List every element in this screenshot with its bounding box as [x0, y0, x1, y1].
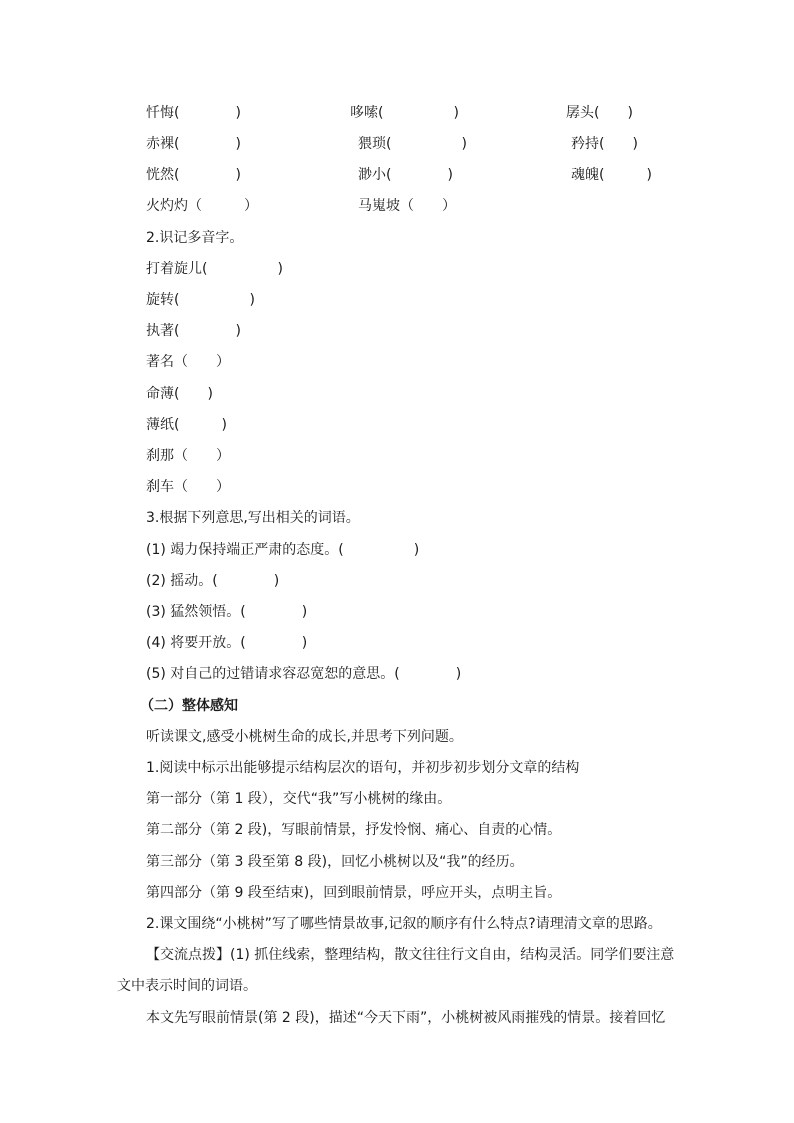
polyphone-item: 执著( )	[146, 323, 241, 339]
structure-part: 第四部分（第 9 段至结束)，回到眼前情景，呼应开头，点明主旨。	[146, 885, 562, 901]
question-1: 1.阅读中标示出能够提示结构层次的语句，并初步初步划分文章的结构	[146, 760, 580, 776]
vocab-item: 猥琐( )	[358, 136, 467, 152]
vocab-item: 渺小( )	[358, 167, 453, 183]
meaning-item: (1) 竭力保持端正严肃的态度。( )	[146, 542, 420, 558]
meaning-item: (5) 对自己的过错请求容忍宽恕的意思。( )	[146, 666, 462, 682]
meaning-item: (4) 将要开放。( )	[146, 635, 308, 651]
body-paragraph: 本文先写眼前情景(第 2 段)，描述“今天下雨”，小桃树被风雨摧残的情景。接着回忆	[146, 1010, 666, 1026]
section-heading-overall: （二）整体感知	[140, 698, 238, 714]
vocab-item: 孱头( )	[566, 105, 633, 121]
meaning-item: (3) 猛然领悟。( )	[146, 604, 308, 620]
section-2-title: 2.识记多音字。	[146, 230, 244, 246]
section-3-title: 3.根据下列意思,写出相关的词语。	[146, 510, 360, 526]
structure-part: 第二部分（第 2 段)，写眼前情景，抒发怜悯、痛心、自责的心情。	[146, 822, 562, 838]
structure-part: 第一部分（第 1 段），交代“我”写小桃树的缘由。	[146, 791, 452, 807]
vocab-item: 哆嗦( )	[350, 105, 459, 121]
structure-part: 第三部分（第 3 段至第 8 段)，回忆小桃树以及“我”的经历。	[146, 854, 524, 870]
vocab-item: 忏悔( )	[146, 105, 241, 121]
polyphone-item: 著名（ ）	[146, 354, 230, 370]
tip-line: 【交流点拨】(1) 抓住线索，整理结构，散文往往行文自由，结构灵活。同学们要注意	[146, 947, 675, 963]
question-2: 2.课文围绕“小桃树”写了哪些情景故事,记叙的顺序有什么特点?请理清文章的思路。	[146, 916, 662, 932]
polyphone-item: 旋转( )	[146, 292, 255, 308]
tip-line: 文中表示时间的词语。	[117, 978, 257, 994]
polyphone-item: 刹车（ ）	[146, 479, 230, 495]
vocab-item: 马嵬坡（ ）	[358, 198, 456, 214]
polyphone-item: 打着旋儿( )	[146, 261, 283, 277]
polyphone-item: 命薄( )	[146, 386, 213, 402]
vocab-item: 魂魄( )	[571, 167, 652, 183]
vocab-item: 火灼灼（ ）	[146, 198, 258, 214]
vocab-item: 恍然( )	[146, 167, 241, 183]
polyphone-item: 薄纸( )	[146, 417, 227, 433]
vocab-item: 赤裸( )	[146, 136, 241, 152]
vocab-item: 矜持( )	[571, 136, 638, 152]
intro-text: 听读课文,感受小桃树生命的成长,并思考下列问题。	[146, 729, 463, 745]
meaning-item: (2) 摇动。( )	[146, 573, 280, 589]
polyphone-item: 刹那（ ）	[146, 448, 230, 464]
